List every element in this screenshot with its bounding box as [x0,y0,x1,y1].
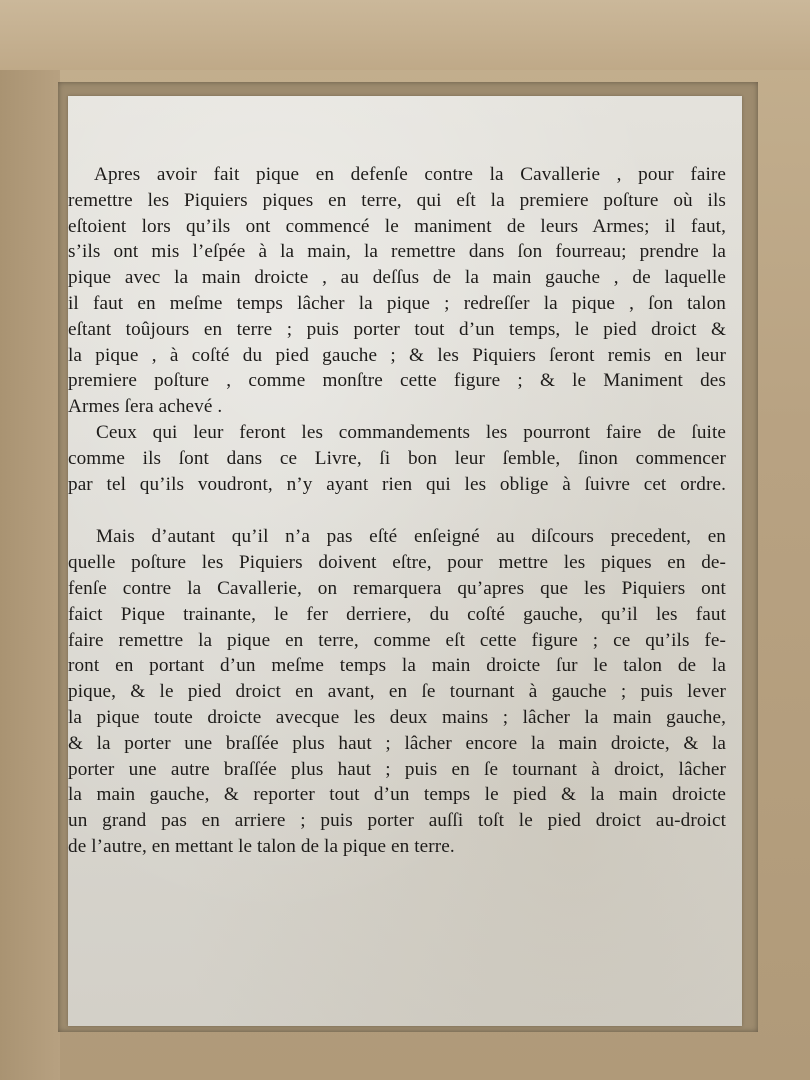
text-line: la pique toute droicte avecque les deux mains ; lâcher la main gauche, [68,706,726,728]
text-line: Armes ſera achevé . [68,396,223,418]
text-line: porter une autre braſſée plus haut ; puis en ſe tournant à droict, lâcher [68,758,726,780]
text-line: faire remettre la pique en terre, comme eſt cette figure ; ce qu’ils fe- [68,629,726,651]
text-line: un grand pas en arriere ; puis porter auſſi toſt le pied droict au-droict [68,810,726,832]
text-line: & la porter une braſſée plus haut ; lâcher encore la main droicte, & la [68,732,726,754]
text-line: eſtoient lors qu’ils ont commencé le maniment de leurs Armes; il faut, [68,215,726,237]
paragraph-2 [68,420,726,497]
text-line: pique avec la main droicte , au deſſus de la main gauche , de laquelle [68,267,726,289]
text-line: s’ils ont mis l’eſpée à la main, la remettre dans ſon fourreau; prendre la [68,241,726,263]
paragraph-gap [68,497,726,513]
text-line: Ceux qui leur feront les commandements les pourront faire de ſuite [96,421,726,443]
printed-page [68,96,742,1026]
text-line: remettre les Piquiers piques en terre, qui eſt la premiere poſture où ils [68,189,726,211]
text-line: pique, & le pied droict en avant, en ſe tournant à gauche ; puis lever [68,681,726,703]
paragraph-1 [68,162,726,420]
text-line: premiere poſture , comme monſtre cette figure ; & le Maniment des [68,370,726,392]
text-line: eſtant toûjours en terre ; puis porter tout d’un temps, le pied droict & [68,318,726,340]
frame-mat-top [0,0,810,70]
text-line: la pique , à coſté du pied gauche ; & les Piquiers ſeront remis en leur [68,344,726,366]
text-line: ront en portant d’un meſme temps la main droicte ſur le talon de la [68,655,726,677]
frame-mat-left [0,70,60,1080]
text-line: fenſe contre la Cavallerie, on remarquera qu’apres que les Piquiers ont [68,577,726,599]
text-line: comme ils ſont dans ce Livre, ſi bon leur ſemble, ſinon commencer [68,447,726,469]
text-line: faict Pique trainante, le fer derriere, du coſté gauche, qu’il les faut [68,603,726,625]
text-line: de l’autre, en mettant le talon de la pique en terre. [68,835,455,857]
text-line: il faut en meſme temps lâcher la pique ; redreſſer la pique , ſon talon [68,292,726,314]
paragraph-3 [68,524,726,859]
text-line: Apres avoir fait pique en defenſe contre la Cavallerie , pour faire [94,164,726,185]
paragraph-gap-extra [68,513,726,524]
text-line: par tel qu’ils voudront, n’y ayant rien qui les oblige à ſuivre cet ordre. [68,473,726,495]
text-line: la main gauche, & reporter tout d’un temps le pied & la main droicte [68,784,726,806]
text-line: Mais d’autant qu’il n’a pas eſté enſeigné au diſcours precedent, en [96,526,726,548]
page-text [68,162,726,860]
text-line: quelle poſture les Piquiers doivent eſtre, pour mettre les piques en de- [68,552,726,574]
